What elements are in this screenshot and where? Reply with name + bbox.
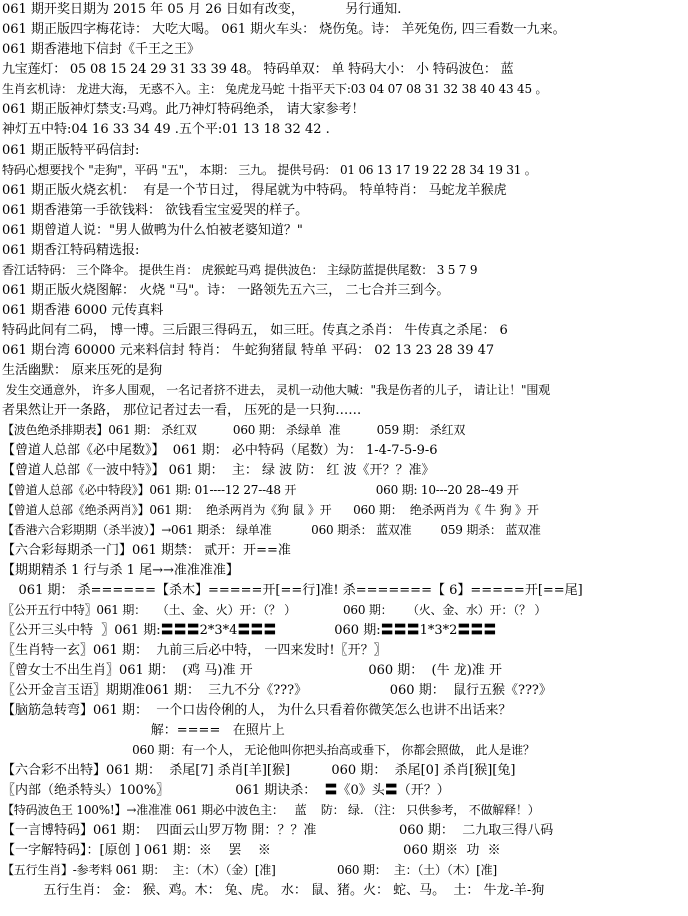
text-line-zeng-says: 061 期曾道人说："男人做鸭为什么怕被老婆知道？"	[2, 223, 303, 238]
text-line-riddle-answer: 解：==== 在照片上	[2, 723, 285, 738]
text-line-zodiac-mystery: 〖生肖特一玄〗061 期： 九前三后必中特， 一四来发时!〖开？〗	[2, 643, 387, 658]
text-line-five-element-list: 五行生肖： 金： 猴、鸡。木： 兔、虎。 水： 鼠、猪。火： 蛇、马。 土： 牛龙-羊-狗	[2, 883, 545, 898]
text-line-ms-zeng: 〖曾女士不出生肖〗061 期： (鸡 马)准 开 060 期： (牛 龙)准 开	[2, 663, 502, 678]
text-line-xiangjiang: 061 期香江特码精选报:	[2, 243, 140, 258]
text-line-riddle-060: 060 期：有一个人， 无论他叫你把头抬高或垂下， 你都会照做， 此人是谁？	[2, 743, 535, 757]
text-line-one-char: 【一字解特码】：[原创 ] 061 期：※ 罢 ※ 060 期※ 功 ※	[2, 843, 501, 858]
text-line-hk-fax: 061 期香港 6000 元传真料	[2, 303, 164, 318]
text-line-lotus-lamp: 九宝莲灯： 05 08 15 24 29 31 33 39 48。 特码单双： 单 特码大小： 小 特码波色： 蓝	[2, 62, 514, 77]
text-line-internal-head: 〖内部（绝杀特头）100%〗 061 期诀杀： 〓《0》头〓（开？）	[2, 783, 450, 798]
text-line-lamp-ban: 061 期正版神灯禁支:马鸡。此乃神灯特码绝杀， 请大家参考！	[2, 102, 365, 117]
text-line-one-wave: 【曾道人总部《一波中特》】 061 期： 主： 绿 波 防： 红 波《开？？准》	[2, 463, 435, 478]
text-line-humor-title: 生活幽默： 原来压死的是狗	[2, 363, 163, 378]
text-line-half-wave: 【香港六合彩期期（杀半波）】→061 期杀： 绿单准 060 期杀： 蓝双准 059 期杀： 蓝双准	[2, 523, 541, 537]
text-line-humor-body-2: 者果然让开一条路， 那位记者过去一看， 压死的是一只狗……	[2, 403, 362, 418]
text-line-special-segment: 【曾道人总部《必中特段》】061 期: 01----12 27--48 开 060 期: 10---20 28--49 开	[2, 483, 519, 497]
text-line-hk-envelope: 061 期香港地下信封《千王之王》	[2, 42, 200, 57]
text-line-dog-five: 特码心想要找个 "走狗"，平码 "五"， 本期： 三九。 提供号码： 01 06 13 17 19 22 28 34 19 31 。	[2, 163, 537, 177]
text-line-fire-picture: 061 期正版火烧图解： 火烧 "马"。诗： 一路领先五六三， 二七合并三到今。	[2, 283, 450, 298]
text-line-riddle: 【脑筋急转弯】061 期： 一个口齿伶俐的人， 为什么只看着你微笑怎么也讲不出话来？	[2, 703, 512, 718]
text-line-special-envelope: 061 期正版特平码信封:	[2, 143, 140, 158]
text-line-hk-first-hand: 061 期香港第一手欲钱料： 欲钱看宝宝爱哭的样子。	[2, 203, 309, 218]
text-line-five-elements: 〖公开五行中特〗061 期： （土、金、火）开：（？ ） 060 期： （火、金、水）开：（？ ）	[2, 603, 547, 617]
text-line-taiwan-envelope: 061 期台湾 60000 元来料信封 特肖： 牛蛇狗猪鼠 特单 平码： 02 13 23 28 39 47	[2, 343, 495, 358]
text-line-kill-one-gate: 【六合彩每期杀一门】061 期禁： 贰开：开==准	[2, 543, 291, 558]
text-line-wave-kill: 【波色绝杀排期表】061 期： 杀红双 060 期： 杀绿单 准 059 期： 杀红双	[2, 423, 466, 437]
text-line-golden-words: 〖公开金言玉语〗期期准061 期： 三九不分《???》 060 期： 鼠行五猴《???》	[2, 683, 552, 698]
text-line-wave-king: 【特码波色王 100%!】→准准准 061 期必中波色主： 蓝 防： 绿. （注： 只供参考， 不做解释！）	[2, 803, 540, 817]
text-line-fire-mystery: 061 期正版火烧玄机： 有是一个节日过， 得尾就为中特码。 特单特肖： 马蛇龙羊猴虎	[2, 183, 507, 198]
text-line-fax-content: 特码此间有二码， 博一博。三后跟三得码五， 如三旺。传真之杀肖： 牛传真之杀尾： 6	[2, 323, 508, 338]
text-line-tail-number: 【曾道人总部《必中尾数》】 061 期： 必中特码（尾数）为： 1-4-7-5-9-6	[2, 443, 438, 458]
text-line-umbrella: 香江话特码： 三个降伞。 提供生肖： 虎猴蛇马鸡 提供波色： 主绿防蓝提供尾数： 3 5 7 9	[2, 263, 478, 277]
text-line-kill-row-detail: 061 期： 杀======【杀木】=====开[==行]准! 杀=======【 6】=====开[==尾]	[2, 583, 583, 598]
text-line-kill-row-tail: 【期期精杀 1 行与杀 1 尾→→准准准准】	[2, 563, 239, 578]
text-line-draw-date: 061 期开奖日期为 2015 年 05 月 26 日如有改变， 另行通知.	[2, 2, 402, 17]
text-line-lamp-five: 神灯五中特:04 16 33 34 49 .五个平:01 13 18 32 42 .	[2, 122, 330, 137]
text-line-three-heads: 〖公开三头中特 〗061 期:〓〓〓2*3*4〓〓〓 060 期:〓〓〓1*3*2〓〓〓	[2, 623, 497, 638]
text-line-no-special: 【六合彩不出特】061 期： 杀尾[7] 杀肖[羊][猴] 060 期： 杀尾[0] 杀肖[猴][兔]	[2, 763, 516, 778]
text-line-zodiac-poem: 生肖玄机诗： 龙进大海， 无惑不入。主： 兔虎龙马蛇 十指平天下:03 04 07 08 31 32 38 40 43 45 。	[2, 82, 548, 96]
text-line-plum-poem: 061 期正版四字梅花诗： 大吃大喝。 061 期火车头： 烧伤兔。诗： 羊死兔伤, 四三看数一九来。	[2, 22, 566, 37]
text-line-humor-body-1: 发生交通意外， 许多人围观， 一名记者挤不进去， 灵机一动他大喊："我是伤者的儿子， 请让让！"围观	[2, 383, 550, 397]
text-line-kill-two: 【曾道人总部《绝杀两肖》】061 期： 绝杀两肖为《狗 鼠 》开 060 期： 绝杀两肖为《 牛 狗 》开	[2, 503, 539, 517]
text-line-one-word-bet: 【一言博特码】061 期： 四面云山罗万物 開：？？准 060 期： 二九取三得八码	[2, 823, 554, 838]
text-line-five-element-zodiac: 【五行生肖】-参考料 061 期： 主：（木）（金）[准] 060 期： 主：（土）（木）[准]	[2, 863, 497, 877]
